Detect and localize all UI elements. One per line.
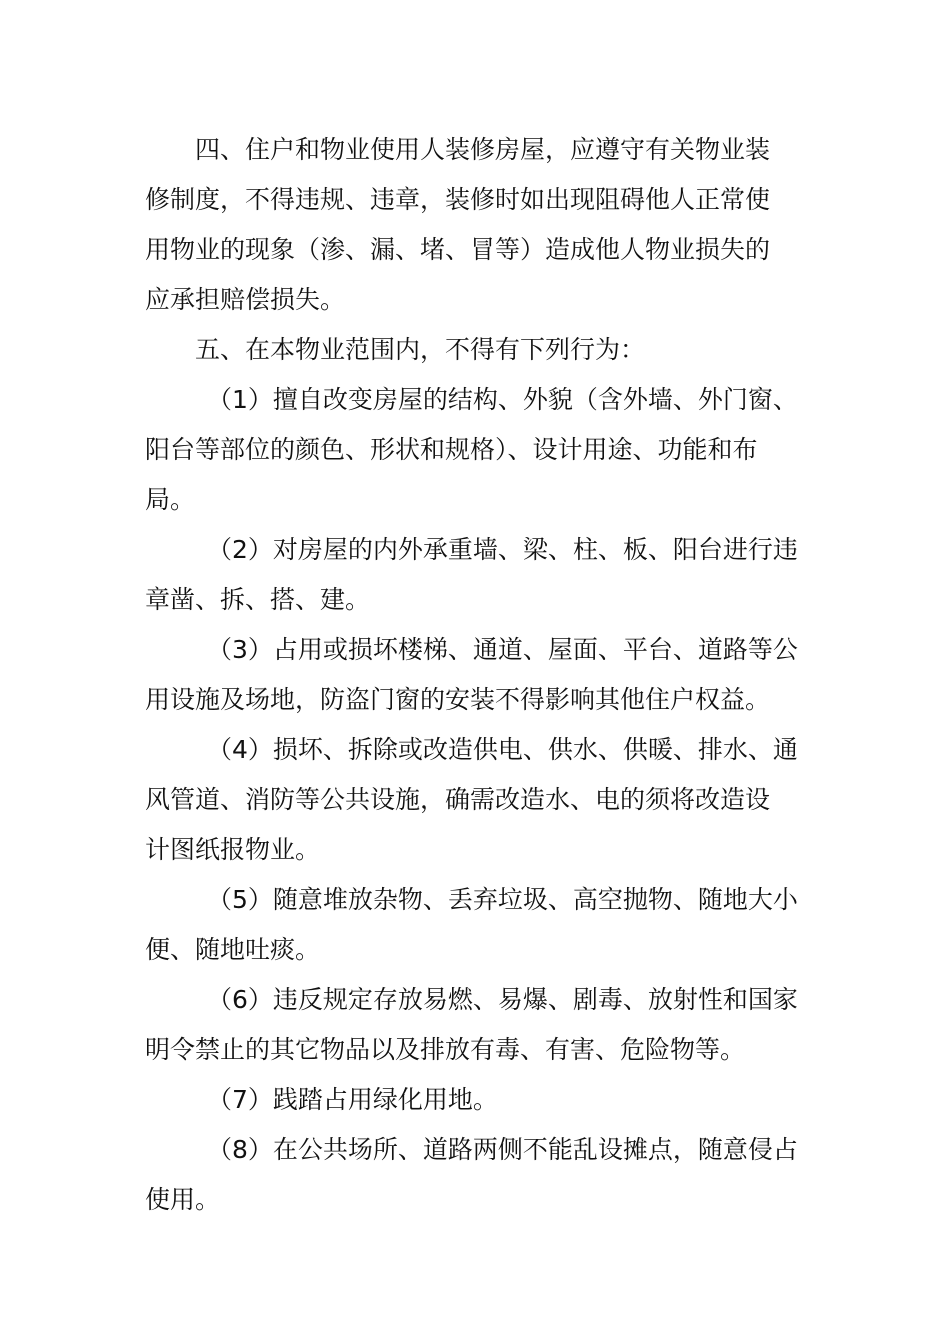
item-2-line-1: （2）对房屋的内外承重墙、梁、柱、板、阳台进行违 <box>207 535 798 564</box>
item-4-line-3: 计图纸报物业。 <box>145 835 321 864</box>
item-5-line-1: （5）随意堆放杂物、丢弃垃圾、高空抛物、随地大小 <box>207 885 798 914</box>
paragraph-4-line-3: 用物业的现象（渗、漏、堵、冒等）造成他人物业损失的 <box>145 235 771 264</box>
item-1-line-2: 阳台等部位的颜色、形状和规格）、设计用途、功能和布 <box>145 435 758 464</box>
item-8-line-2: 使用。 <box>145 1185 221 1214</box>
item-6-line-1: （6）违反规定存放易燃、易爆、剧毒、放射性和国家 <box>207 985 798 1014</box>
item-2-line-2: 章凿、拆、搭、建。 <box>145 585 371 614</box>
item-8-line-1: （8）在公共场所、道路两侧不能乱设摊点，随意侵占 <box>207 1135 798 1164</box>
item-7-line-1: （7）践踏占用绿化用地。 <box>207 1085 498 1114</box>
paragraph-4-line-2: 修制度，不得违规、违章，装修时如出现阻碍他人正常使 <box>145 185 771 214</box>
item-4-line-2: 风管道、消防等公共设施，确需改造水、电的须将改造设 <box>145 785 771 814</box>
paragraph-5-heading: 五、在本物业范围内，不得有下列行为： <box>195 335 646 364</box>
document-page <box>145 125 800 1225</box>
item-3-line-1: （3）占用或损坏楼梯、通道、屋面、平台、道路等公 <box>207 635 798 664</box>
item-1-line-1: （1）擅自改变房屋的结构、外貌（含外墙、外门窗、 <box>207 385 798 414</box>
item-4-line-1: （4）损坏、拆除或改造供电、供水、供暖、排水、通 <box>207 735 798 764</box>
paragraph-4-line-1: 四、住户和物业使用人装修房屋，应遵守有关物业装 <box>195 135 771 164</box>
paragraph-4-line-4: 应承担赔偿损失。 <box>145 285 346 314</box>
item-3-line-2: 用设施及场地，防盗门窗的安装不得影响其他住户权益。 <box>145 685 771 714</box>
item-6-line-2: 明令禁止的其它物品以及排放有毒、有害、危险物等。 <box>145 1035 746 1064</box>
item-5-line-2: 便、随地吐痰。 <box>145 935 321 964</box>
item-1-line-3: 局。 <box>145 485 196 514</box>
